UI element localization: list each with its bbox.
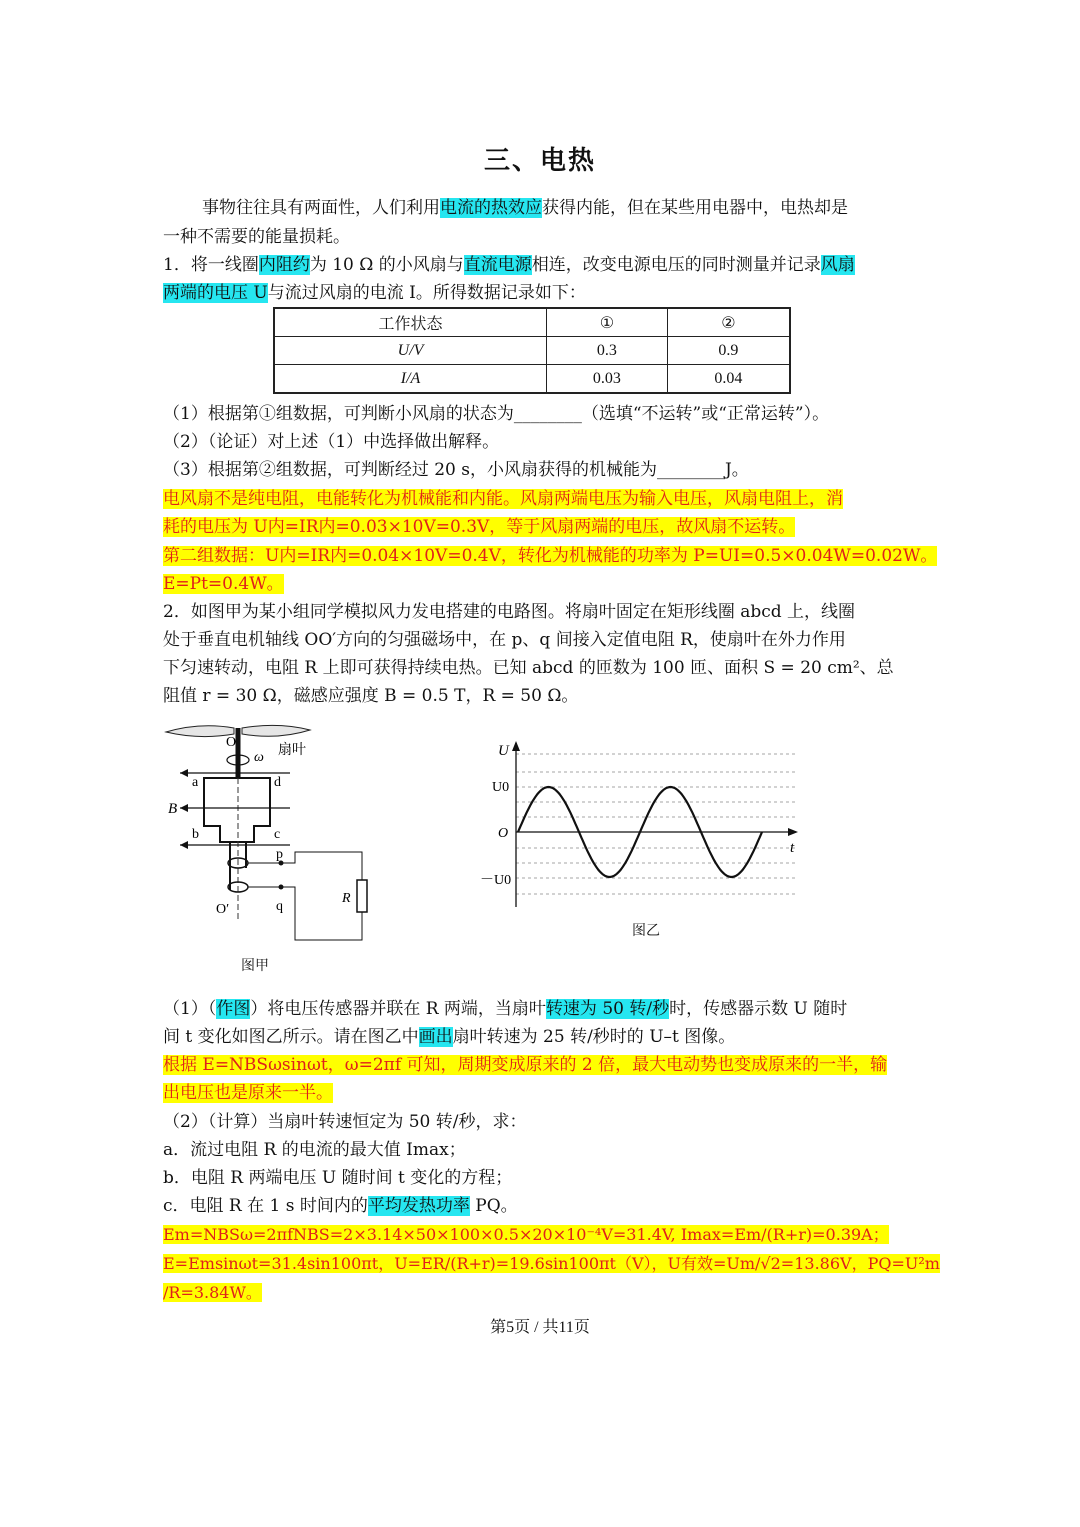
label-U0: U0 bbox=[492, 780, 510, 795]
answer-text: 电风扇不是纯电阻，电能转化为机械能和内能。风扇两端电压为输入电压，风扇电阻上，消 bbox=[163, 489, 843, 509]
table-row bbox=[274, 337, 790, 365]
highlight: 转速为 50 转/秒 bbox=[545, 999, 670, 1019]
q2-line-2: 处于垂直电机轴线 OO′方向的匀强磁场中，在 p、q 间接入定值电阻 R，使扇叶在外力作用 bbox=[163, 630, 846, 650]
highlight: 画出 bbox=[418, 1027, 453, 1047]
axis-label-U: U bbox=[498, 743, 509, 759]
q2-sub-2: （2）（计算）当扇叶转速恒定为 50 转/秒，求： bbox=[163, 1112, 527, 1132]
table-cell: 0.04 bbox=[667, 365, 790, 394]
answer-text: 根据 E=NBSωsinωt，ω=2πf 可知，周期变成原来的 2 倍，最大电动势也变成原来的一半，输 bbox=[163, 1055, 888, 1075]
q1-text: 相连，改变电源电压的同时测量并记录 bbox=[531, 255, 821, 275]
q2-sub-b: b．电阻 R 两端电压 U 随时间 t 变化的方程； bbox=[163, 1168, 513, 1188]
q2-sub-1-line-2 bbox=[163, 1023, 918, 1051]
q2-answer-line-5 bbox=[163, 1279, 918, 1307]
label-fan: 扇叶 bbox=[278, 743, 306, 758]
data-table bbox=[273, 307, 791, 394]
answer-text: E=Pt=0.4W。 bbox=[163, 574, 284, 594]
q1-answer-line-1 bbox=[163, 485, 918, 513]
table-cell: 0.03 bbox=[547, 365, 668, 394]
label-O: O bbox=[226, 735, 237, 750]
table-cell: 0.9 bbox=[667, 337, 790, 365]
coil-abcd bbox=[204, 778, 270, 842]
table-row bbox=[274, 365, 790, 394]
highlight: 内阻约 bbox=[258, 255, 310, 275]
axis-arrow-icon bbox=[788, 828, 798, 836]
q1-text: 为 10 Ω 的小风扇与 bbox=[309, 255, 464, 275]
label-O-prime: O′ bbox=[216, 902, 230, 917]
table-cell: I/A bbox=[274, 365, 547, 394]
q1-answer-line-4 bbox=[163, 570, 918, 598]
arrow-icon bbox=[180, 841, 188, 849]
axis-label-t: t bbox=[790, 840, 795, 856]
q2-text: （1）（ bbox=[163, 999, 217, 1019]
axis-arrow-icon bbox=[512, 741, 520, 751]
q1-line-2 bbox=[163, 279, 918, 307]
q1-sub-3: （3）根据第②组数据，可判断经过 20 s，小风扇获得的机械能为________J。 bbox=[163, 460, 749, 480]
label-b: b bbox=[192, 827, 199, 842]
q2-answer-line-4 bbox=[163, 1250, 940, 1278]
q2-line-3: 下匀速转动，电阻 R 上即可获得持续电热。已知 abcd 的匝数为 100 匝、面积 S = 20 cm²、总 bbox=[163, 658, 894, 678]
q2-answer-line-2 bbox=[163, 1079, 918, 1107]
arrow-icon bbox=[180, 769, 188, 777]
answer-text: E=Emsinωt=31.4sin100πt，U=ER/(R+r)=19.6sin100πt（V），U有效=Um/√2=13.86V，PQ=U²m bbox=[163, 1254, 940, 1273]
q1-text: 与流过风扇的电流 I。所得数据记录如下： bbox=[267, 283, 586, 303]
intro-text: 事物往往具有两面性，人们利用 bbox=[202, 198, 440, 218]
grid-lines bbox=[516, 754, 798, 894]
q2-text: 扇叶转速为 25 转/秒时的 U–t 图像。 bbox=[452, 1027, 736, 1047]
q2-text: PQ。 bbox=[469, 1196, 518, 1216]
resistor-R bbox=[357, 880, 367, 912]
highlight-heat-effect: 电流的热效应 bbox=[440, 198, 542, 218]
intro-line-2: 一种不需要的能量损耗。 bbox=[163, 227, 350, 247]
label-neg-U0: －U0 bbox=[480, 873, 512, 888]
figure-caption-jia: 图甲 bbox=[241, 958, 269, 974]
q2-text: c．电阻 R 在 1 s 时间内的 bbox=[163, 1196, 368, 1216]
q2-sub-a: a．流过电阻 R 的电流的最大值 Imax； bbox=[163, 1140, 466, 1160]
figure-ut-graph bbox=[480, 735, 810, 915]
q1-sub-1: （1）根据第①组数据，可判断小风扇的状态为________（选填“不运转”或“正常运转”）。 bbox=[163, 404, 830, 424]
q2-text: ）将电压传感器并联在 R 两端，当扇叶 bbox=[250, 999, 546, 1019]
table-cell: U/V bbox=[274, 337, 547, 365]
highlight: 作图 bbox=[216, 999, 251, 1019]
q2-sub-1-line-1 bbox=[163, 995, 918, 1023]
q1-sub-2: （2）（论证）对上述（1）中选择做出解释。 bbox=[163, 432, 500, 452]
highlight: 平均发热功率 bbox=[367, 1196, 470, 1216]
highlight: 风扇 bbox=[820, 255, 855, 275]
table-header: 工作状态 bbox=[274, 308, 547, 337]
table-header: ② bbox=[667, 308, 790, 337]
q1-line-1 bbox=[163, 251, 918, 279]
answer-text: Em=NBSω=2πfNBS=2×3.14×50×100×0.5×20×10⁻⁴V=31.4V, Imax=Em/(R+r)=0.39A； bbox=[163, 1225, 889, 1244]
answer-text: 出电压也是原来一半。 bbox=[163, 1083, 333, 1103]
label-B: B bbox=[168, 801, 178, 817]
label-d: d bbox=[274, 775, 281, 790]
page-footer: 第5页 / 共11页 bbox=[490, 1319, 590, 1336]
q2-answer-line-3 bbox=[163, 1221, 918, 1249]
intro-line-1 bbox=[202, 194, 918, 222]
fan-blade-left bbox=[166, 726, 234, 737]
answer-text: 耗的电压为 U内=IR内=0.03×10V=0.3V，等于风扇两端的电压，故风扇不运转。 bbox=[163, 517, 796, 537]
label-p: p bbox=[276, 847, 283, 862]
intro-text: 获得内能，但在某些用电器中，电热却是 bbox=[542, 198, 848, 218]
circuit-wire bbox=[281, 852, 362, 880]
section-title: 三、电热 bbox=[483, 146, 596, 176]
label-origin: O bbox=[498, 826, 509, 841]
q1-answer-line-2 bbox=[163, 513, 918, 541]
answer-text: 第二组数据：U内=IR内=0.04×10V=0.4V，转化为机械能的功率为 P=UI=0.5×0.04W=0.02W。 bbox=[163, 546, 938, 566]
q2-answer-line-1 bbox=[163, 1051, 918, 1079]
label-omega: ω bbox=[254, 750, 264, 765]
fan-blade-right bbox=[242, 725, 310, 736]
label-R: R bbox=[342, 891, 351, 906]
q2-text: 时，传感器示数 U 随时 bbox=[669, 999, 848, 1019]
q2-line-1: 2．如图甲为某小组同学模拟风力发电搭建的电路图。将扇叶固定在矩形线圈 abcd 上，线圈 bbox=[163, 602, 856, 622]
q2-text: 间 t 变化如图乙所示。请在图乙中 bbox=[163, 1027, 419, 1047]
table-cell: 0.3 bbox=[547, 337, 668, 365]
highlight: 两端的电压 U bbox=[163, 283, 268, 303]
highlight: 直流电源 bbox=[463, 255, 532, 275]
q2-sub-c bbox=[163, 1192, 918, 1220]
figure-generator-circuit bbox=[160, 720, 380, 950]
q1-text: 1．将一线圈 bbox=[163, 255, 259, 275]
q1-answer-line-3 bbox=[163, 542, 938, 570]
arrow-icon bbox=[180, 804, 188, 812]
q2-line-4: 阻值 r = 30 Ω，磁感应强度 B = 0.5 T，R = 50 Ω。 bbox=[163, 686, 579, 706]
label-c: c bbox=[274, 827, 281, 842]
label-q: q bbox=[276, 899, 283, 914]
table-header-row bbox=[274, 308, 790, 337]
label-a: a bbox=[192, 775, 199, 790]
figure-caption-yi: 图乙 bbox=[632, 923, 660, 939]
table-header: ① bbox=[547, 308, 668, 337]
answer-text: /R=3.84W。 bbox=[163, 1283, 262, 1302]
